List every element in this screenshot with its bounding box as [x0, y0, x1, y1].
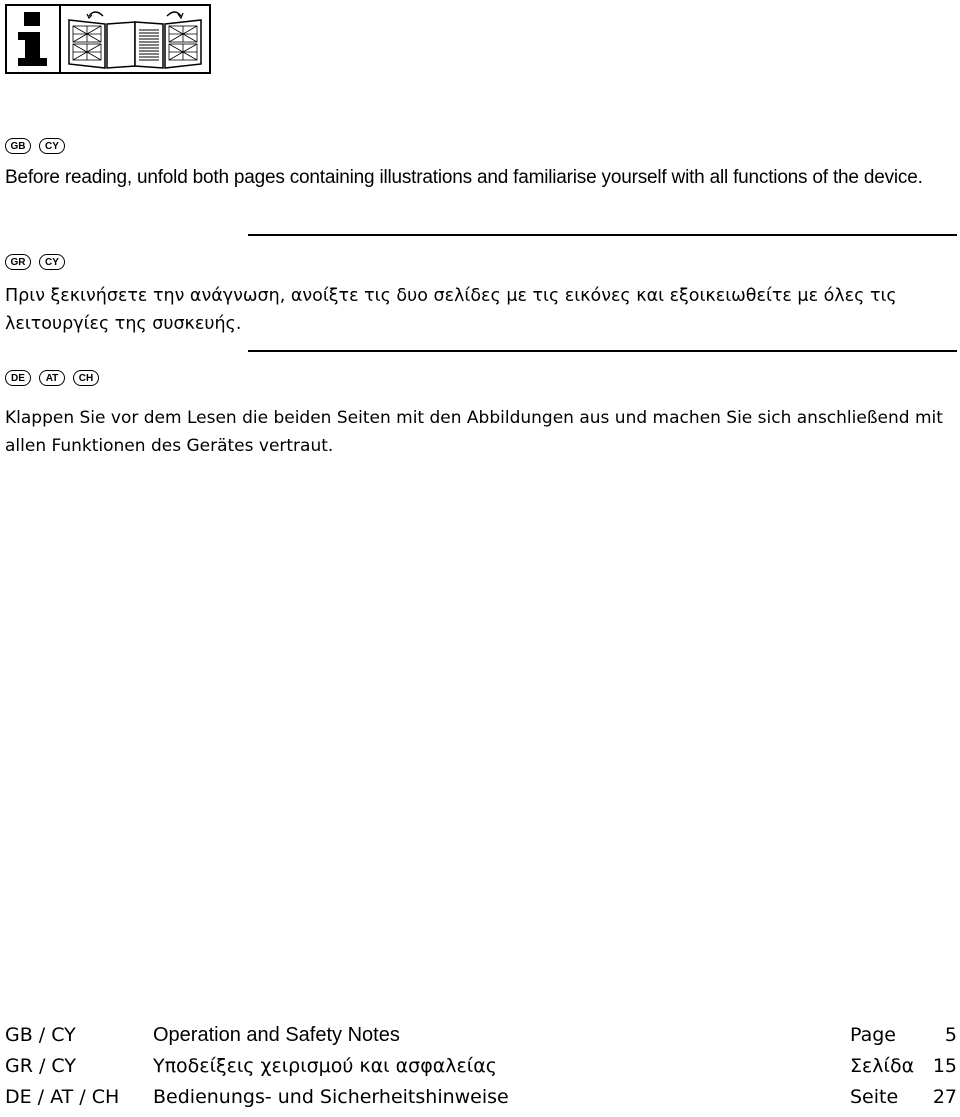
language-badge: AT: [39, 370, 65, 386]
section-gb: [5, 136, 955, 192]
section-text: Before reading, unfold both pages containing illustrations and familiarise yourself with all functions of the device.: [5, 167, 923, 188]
language-badge: GB: [5, 138, 31, 154]
toc-row[interactable]: [5, 1020, 957, 1051]
info-icon: [5, 4, 61, 74]
toc-title: Bedienungs- und Sicherheitshinweise: [153, 1086, 509, 1108]
section-de: [5, 368, 955, 460]
toc-page-label: Σελίδα: [850, 1055, 915, 1077]
toc-page-number: 15: [932, 1055, 957, 1077]
language-badge: CH: [73, 370, 99, 386]
toc-language: GR / CY: [5, 1055, 76, 1077]
toc-page-number: 5: [944, 1024, 957, 1046]
toc-title: Operation and Safety Notes: [153, 1024, 400, 1046]
language-badge: GR: [5, 254, 31, 270]
divider: [248, 234, 957, 236]
header-icons: [5, 4, 211, 74]
toc-row[interactable]: [5, 1051, 957, 1082]
unfold-pages-icon: [61, 4, 211, 74]
language-badges: [5, 252, 955, 272]
section-gr: [5, 252, 955, 338]
toc-row[interactable]: [5, 1082, 957, 1113]
toc-title: Υποδείξεις χειρισμού και ασφαλείας: [153, 1055, 497, 1077]
language-badges: [5, 136, 955, 156]
toc-page-label: Seite: [850, 1086, 899, 1108]
toc-page-label: Page: [850, 1024, 896, 1046]
section-text: Πριν ξεκινήσετε την ανάγνωση, ανοίξτε τις δυο σελίδες με τις εικόνες και εξοικειωθείτε με όλες τις λειτουργίες της συσκευής.: [5, 286, 897, 334]
language-badge: CY: [39, 138, 65, 154]
toc-language: DE / AT / CH: [5, 1086, 120, 1108]
toc-language: GB / CY: [5, 1024, 76, 1046]
language-badge: CY: [39, 254, 65, 270]
toc-page-number: 27: [932, 1086, 957, 1108]
language-badges: [5, 368, 955, 388]
table-of-contents: [5, 1020, 957, 1113]
language-badge: DE: [5, 370, 31, 386]
divider: [248, 350, 957, 352]
section-text: Klappen Sie vor dem Lesen die beiden Seiten mit den Abbildungen aus und machen Sie sich anschließend mit allen Funktionen des Gerätes vertraut.: [5, 408, 943, 456]
